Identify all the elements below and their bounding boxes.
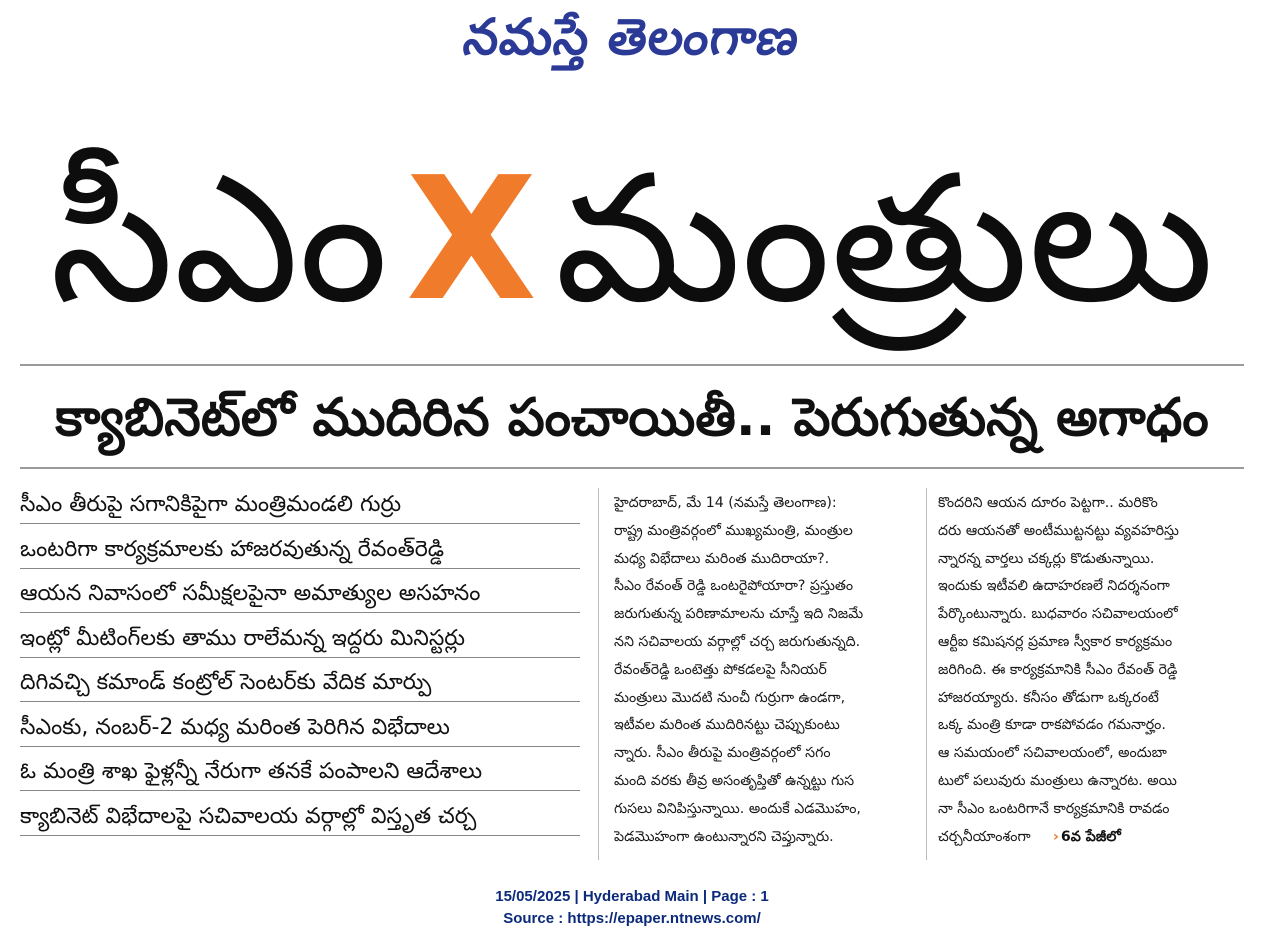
article-line: మంది వరకు తీవ్ర అసంతృప్తితో ఉన్నట్టు గుస: [614, 772, 855, 789]
article-line: పెడమొహంగా ఉంటున్నారని చెప్తున్నారు.: [614, 828, 834, 845]
article-line: జరిగింది. ఈ కార్యక్రమానికి సీఎం రేవంత్ రెడ్డి: [938, 661, 1178, 678]
article-column-1: [614, 490, 914, 851]
article-line: టులో పలువురు మంత్రులు ఉన్నారట. అయి: [938, 772, 1177, 789]
continued-link[interactable]: [1053, 829, 1121, 845]
article-line: జరుగుతున్న పరిణామాలను చూస్తే ఇది నిజమే: [614, 606, 864, 623]
article-line: దరు ఆయనతో అంటీముట్టనట్టు వ్యవహరిస్తు: [938, 522, 1179, 539]
footer-source: Source : https://epaper.ntnews.com/: [503, 910, 761, 927]
chevron-right-icon: ›: [1053, 828, 1059, 845]
masthead: [0, 2, 1264, 72]
article-line: ఇటీవల మరింత ముదిరినట్టు చెప్పుకుంటు: [614, 717, 840, 734]
highlights-list: [20, 486, 580, 842]
article-line: కొందరిని ఆయన దూరం పెట్టగా.. మరికొం: [938, 495, 1158, 511]
highlight-item: దిగివచ్చి కమాండ్ కంట్రోల్ సెంటర్‌కు వేదిక మార్పు: [20, 664, 580, 702]
divider-bottom: [20, 467, 1244, 469]
article-line: ఆర్టీఐ కమిషనర్ల ప్రమాణ స్వీకార కార్యక్రమం: [938, 633, 1173, 650]
headline-separator: X: [405, 141, 538, 339]
article-line: మంత్రులు మొదటి నుంచీ గుర్రుగా ఉండగా,: [614, 689, 846, 706]
article-line: గుసలు వినిపిస్తున్నాయి. అందుకే ఎడమొహం,: [614, 800, 861, 817]
article-line: న్నారన్న వార్తలు చక్కర్లు కొడుతున్నాయి.: [938, 550, 1155, 567]
article-line: ఆ సమయంలో సచివాలయంలో, అందుబా: [938, 745, 1167, 762]
main-headline: [0, 120, 1264, 360]
article-line: హైదరాబాద్, మే 14 (నమస్తే తెలంగాణ):: [614, 495, 837, 511]
masthead-logo: నమస్తే తెలంగాణ: [460, 8, 804, 66]
highlight-item: ఆయన నివాసంలో సమీక్షలపైనా అమాత్యుల అసహనం: [20, 575, 580, 613]
article-line: హాజరయ్యారు. కనీసం తోడుగా ఒక్కరంటే: [938, 689, 1159, 706]
highlight-item: ఓ మంత్రి శాఖ ఫైళ్లన్నీ నేరుగా తనకే పంపాలని ఆదేశాలు: [20, 753, 580, 791]
column-divider: [598, 488, 599, 860]
article-column-2: [938, 490, 1244, 851]
highlight-item: ఒంటరిగా కార్యక్రమాలకు హాజరవుతున్న రేవంత్‌రెడ్డి: [20, 531, 580, 569]
subheadline: క్యాబినెట్‌లో ముదిరిన పంచాయితీ.. పెరుగుతున్న అగాధం: [55, 388, 1209, 448]
highlight-item: సీఎం తీరుపై సగానికిపైగా మంత్రిమండలి గుర్రు: [20, 486, 580, 524]
article-line: రాష్ట్ర మంత్రివర్గంలో ముఖ్యమంత్రి, మంత్రుల: [614, 522, 853, 539]
article-line: ఇందుకు ఇటీవలి ఉదాహరణలే నిదర్శనంగా: [938, 578, 1170, 595]
article-line: ఒక్క మంత్రి కూడా రాకపోవడం గమనార్హం.: [938, 717, 1166, 734]
article-line: సీఎం రేవంత్ రెడ్డి ఒంటరైపోయారా? ప్రస్తుతం: [614, 578, 854, 595]
headline-right: మంత్రులు: [555, 137, 1214, 342]
divider-top: [20, 364, 1244, 366]
page-footer: [0, 886, 1264, 930]
article-line: న్నారు. సీఎం తీరుపై మంత్రివర్గంలో సగం: [614, 745, 831, 762]
article-line: మధ్య విభేదాలు మరింత ముదిరాయా?.: [614, 550, 830, 567]
article-line-text: చర్చనీయాంశంగా: [938, 828, 1031, 845]
highlight-item: ఇంట్లో మీటింగ్‌లకు తాము రాలేమన్న ఇద్దరు మినిస్టర్లు: [20, 620, 580, 658]
article-line: రేవంత్‌రెడ్డి ఒంటెత్తు పోకడలపై సీనియర్: [614, 661, 827, 678]
footer-edition: 15/05/2025 | Hyderabad Main | Page : 1: [495, 888, 769, 905]
highlight-item: క్యాబినెట్ విభేదాలపై సచివాలయ వర్గాల్లో విస్తృత చర్చ: [20, 798, 580, 836]
article-line: నా సీఎం ఒంటరిగానే కార్యక్రమానికి రావడం: [938, 800, 1170, 817]
article-line: నని సచివాలయ వర్గాల్లో చర్చ జరుగుతున్నది.: [614, 633, 861, 650]
article-line-last: [938, 824, 1244, 852]
column-divider: [926, 488, 927, 860]
headline-left: సీఎం: [50, 137, 388, 342]
highlight-item: సీఎంకు, నంబర్-2 మధ్య మరింత పెరిగిన విభేదాలు: [20, 709, 580, 747]
article-line: పేర్కొంటున్నారు. బుధవారం సచివాలయంలో: [938, 606, 1178, 623]
continued-label: 6వ పేజీలో: [1060, 828, 1121, 845]
